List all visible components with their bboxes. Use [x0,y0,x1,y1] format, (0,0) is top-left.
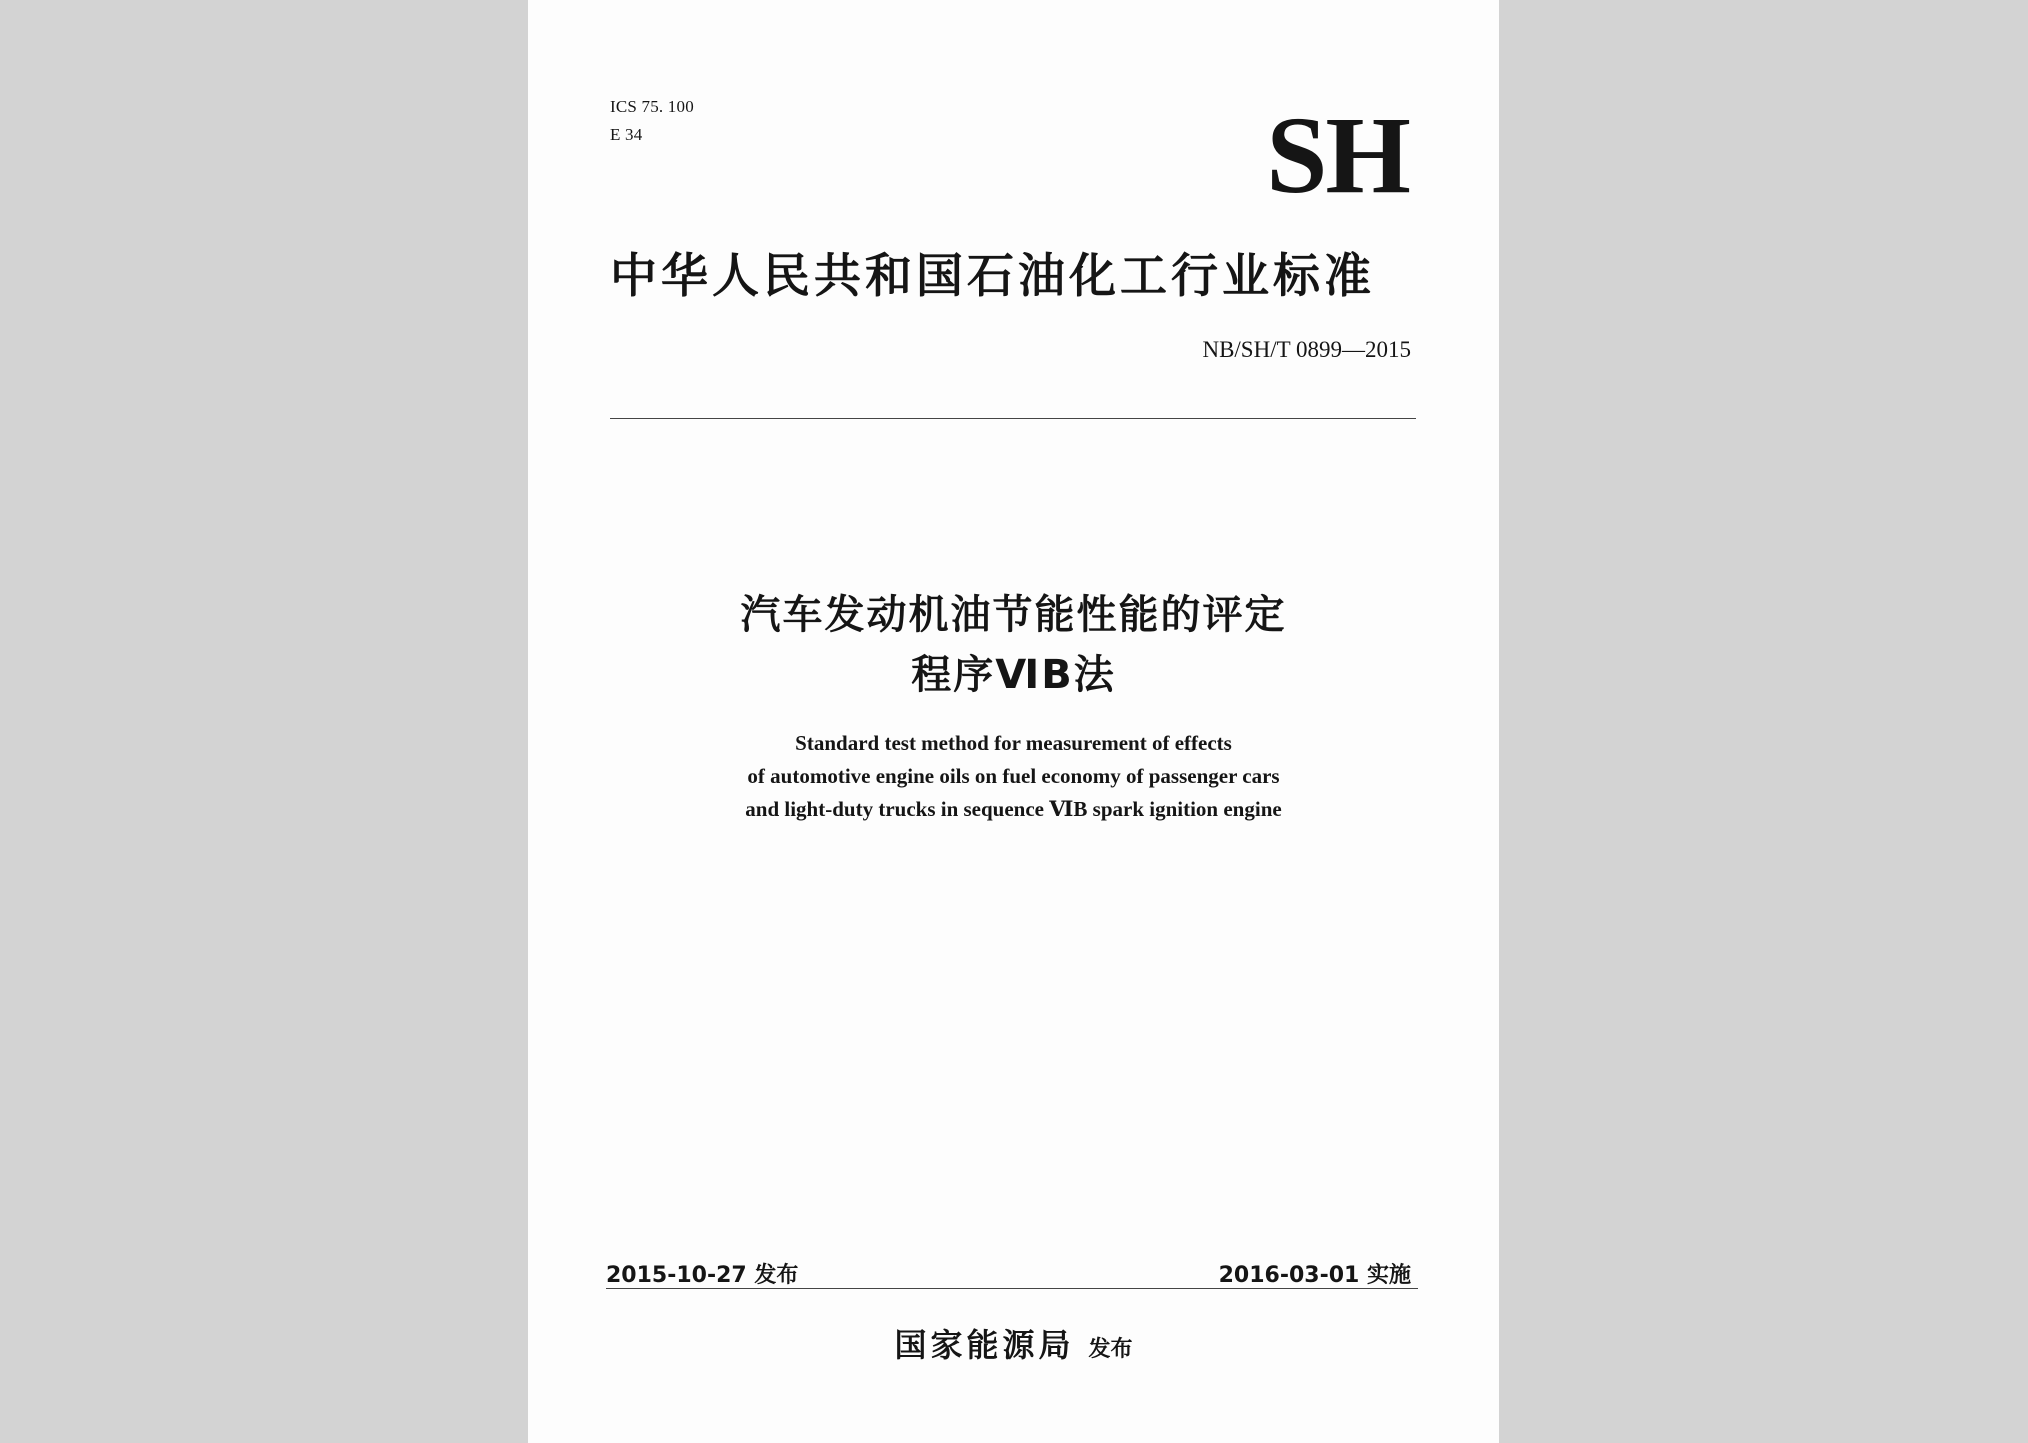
implementation-date: 2016-03-01 实施 [1218,1263,1411,1288]
header-divider [610,418,1416,419]
classification-code: E 34 [610,125,643,144]
publisher-suffix: 发布 [1088,1337,1133,1362]
standard-code: NB/SH/T 0899—2015 [1202,337,1411,362]
title-chinese-line-2: 程序ⅥB法 [911,652,1116,698]
title-english-line-3: and light-duty trucks in sequence ⅥB spark ignition engine [745,797,1282,821]
issue-date: 2015-10-27 发布 [606,1263,799,1288]
title-chinese-line-1: 汽车发动机油节能性能的评定 [740,592,1287,638]
title-english-line-1: Standard test method for measurement of effects [795,731,1232,755]
sh-logo: SH [1266,94,1409,216]
publisher-name: 国家能源局 [894,1326,1075,1364]
ics-code: ICS 75. 100 [610,97,694,116]
standard-organization: 中华人民共和国石油化工行业标准 [610,249,1375,304]
footer-divider [606,1288,1418,1289]
document-page [528,0,1499,1443]
publisher [528,1320,1499,1366]
title-english-line-2: of automotive engine oils on fuel economy of passenger cars [747,764,1280,788]
